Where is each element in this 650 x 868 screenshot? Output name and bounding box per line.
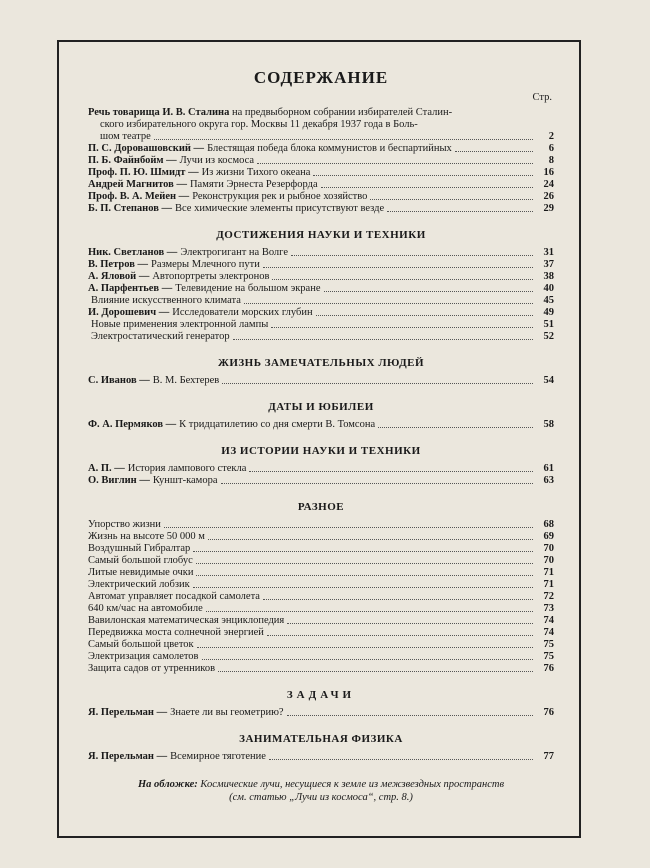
- list-item[interactable]: [88, 579, 554, 591]
- item-title: Блестящая победа блока коммунистов и беспартийных: [207, 143, 452, 154]
- page-number: 73: [543, 603, 554, 614]
- page-number: 70: [543, 543, 554, 554]
- list-item[interactable]: [88, 331, 554, 343]
- item-title: Размеры Млечного пути: [151, 259, 260, 270]
- list-item[interactable]: [88, 555, 554, 567]
- item-author: А. П. —: [88, 463, 125, 474]
- list-item[interactable]: [88, 155, 554, 167]
- page-number: 24: [543, 179, 554, 190]
- page-column-label: Стр.: [532, 92, 552, 103]
- item-author: Я. Перельман —: [88, 751, 168, 762]
- item-title: Вавилонская математическая энциклопедия: [88, 615, 285, 626]
- page-number: 69: [543, 531, 554, 542]
- item-title: Защита садов от утренников: [88, 663, 216, 674]
- item-title: Электрический лобзик: [88, 579, 190, 590]
- list-item[interactable]: [88, 191, 554, 203]
- cover-note: [88, 778, 554, 804]
- item-author: С. Иванов —: [88, 375, 150, 386]
- leader-dots: [387, 211, 533, 212]
- list-item[interactable]: [88, 627, 554, 639]
- list-item[interactable]: [88, 751, 554, 763]
- intro-list: [88, 143, 554, 215]
- leader-dots: [272, 279, 533, 280]
- page-title: СОДЕРЖАНИЕ: [253, 68, 389, 87]
- leader-dots: [257, 163, 533, 164]
- item-author: Проф. В. А. Мейен —: [88, 191, 190, 202]
- leader-dots: [291, 255, 533, 256]
- item-title: Самый большой цветок: [88, 639, 194, 650]
- speech-text-2: ского избирательного округа гор. Москвы 11 декабря 1937 года в Боль-: [100, 119, 418, 130]
- speech-lead: Речь товарища И. В. Сталина: [88, 107, 230, 118]
- leader-dots: [222, 383, 533, 384]
- list-item[interactable]: [88, 567, 554, 579]
- list-item[interactable]: [88, 639, 554, 651]
- page-number: 40: [543, 283, 554, 294]
- list-item[interactable]: [88, 307, 554, 319]
- leader-dots: [233, 339, 533, 340]
- list-item[interactable]: [88, 603, 554, 615]
- page-number: 49: [543, 307, 554, 318]
- item-title: 640 км/час на автомобиле: [88, 603, 203, 614]
- page-number: 52: [543, 331, 554, 342]
- item-title: Влияние искусственного климата: [91, 295, 241, 306]
- page-number: 58: [543, 419, 554, 430]
- list-item[interactable]: [88, 419, 554, 431]
- page-number: 2: [548, 131, 554, 142]
- leader-dots: [244, 303, 533, 304]
- page-number: 77: [543, 751, 554, 762]
- leader-dots: [202, 659, 533, 660]
- leader-dots: [378, 427, 533, 428]
- item-author: И. Дорошевич —: [88, 307, 170, 318]
- item-author: О. Виглин —: [88, 475, 150, 486]
- section-header-lives: ЖИЗНЬ ЗАМЕЧАТЕЛЬНЫХ ЛЮДЕЙ: [217, 357, 425, 369]
- page-number: 63: [543, 475, 554, 486]
- leader-dots: [154, 139, 533, 140]
- list-item[interactable]: [88, 271, 554, 283]
- page-number: 76: [543, 707, 554, 718]
- page-number: 8: [548, 155, 554, 166]
- list-item[interactable]: [88, 319, 554, 331]
- page-number: 51: [543, 319, 554, 330]
- leader-dots: [267, 635, 533, 636]
- item-title: Литые невидимые очки: [88, 567, 194, 578]
- item-author: Я. Перельман —: [88, 707, 168, 718]
- section-header-history: ИЗ ИСТОРИИ НАУКИ И ТЕХНИКИ: [221, 445, 421, 457]
- list-item[interactable]: [88, 543, 554, 555]
- item-title: Автопортреты электронов: [152, 271, 270, 282]
- list-item[interactable]: [88, 247, 554, 259]
- item-author: А. Яловой —: [88, 271, 150, 282]
- item-title: Электризация самолетов: [88, 651, 199, 662]
- achievements-list: [88, 247, 554, 343]
- leader-dots: [269, 759, 533, 760]
- page-number: 37: [543, 259, 554, 270]
- leader-dots: [287, 715, 533, 716]
- page-number: 26: [543, 191, 554, 202]
- item-title: Телевидение на большом экране: [175, 283, 321, 294]
- page-number: 75: [543, 651, 554, 662]
- section-header-tasks: ЗАДАЧИ: [286, 689, 356, 701]
- list-item[interactable]: [88, 475, 554, 487]
- table-of-contents: [88, 60, 554, 763]
- list-item[interactable]: [88, 167, 554, 179]
- item-title: Автомат управляет посадкой самолета: [88, 591, 260, 602]
- item-title: К тридцатилетию со дня смерти В. Томсона: [179, 419, 376, 430]
- item-author: П. С. Доровашовский —: [88, 143, 205, 154]
- item-author: Ф. А. Пермяков —: [88, 419, 177, 430]
- item-author: Андрей Магнитов —: [88, 179, 187, 190]
- leader-dots: [455, 151, 533, 152]
- list-item[interactable]: [88, 283, 554, 295]
- leader-dots: [321, 187, 533, 188]
- item-author: В. Петров —: [88, 259, 148, 270]
- item-title: Передвижка моста солнечной энергией: [88, 627, 264, 638]
- item-title: Исследователи морских глубин: [172, 307, 313, 318]
- item-title: Воздушный Гибралтар: [88, 543, 191, 554]
- list-item[interactable]: [88, 531, 554, 543]
- leader-dots: [263, 599, 533, 600]
- leader-dots: [221, 483, 534, 484]
- leader-dots: [208, 539, 533, 540]
- page-number: 71: [543, 579, 554, 590]
- leader-dots: [271, 327, 533, 328]
- list-item[interactable]: [88, 707, 554, 719]
- list-item[interactable]: [88, 651, 554, 663]
- page-number: 29: [543, 203, 554, 214]
- page-number: 31: [543, 247, 554, 258]
- page-number: 74: [543, 627, 554, 638]
- item-title: Электростатический генератор: [91, 331, 230, 342]
- item-title: Самый большой глобус: [88, 555, 193, 566]
- leader-dots: [196, 563, 533, 564]
- leader-dots: [197, 647, 533, 648]
- cover-note-lead: На обложке:: [137, 779, 198, 790]
- item-title: Куншт-камора: [152, 475, 218, 486]
- leader-dots: [287, 623, 533, 624]
- list-item[interactable]: [88, 143, 554, 155]
- section-header-dates: ДАТЫ И ЮБИЛЕИ: [268, 401, 374, 413]
- item-title: Лучи из космоса: [179, 155, 255, 166]
- list-item[interactable]: [88, 295, 554, 307]
- item-title: Упорство жизни: [88, 519, 161, 530]
- list-item[interactable]: [88, 663, 554, 675]
- section-header-achievements: ДОСТИЖЕНИЯ НАУКИ И ТЕХНИКИ: [216, 229, 426, 241]
- leader-dots: [193, 587, 533, 588]
- leader-dots: [249, 471, 533, 472]
- cover-note-ref: (см. статью „Лучи из космоса“, стр. 8.): [229, 792, 413, 803]
- page-number: 6: [548, 143, 554, 154]
- item-title: Жизнь на высоте 50 000 м: [88, 531, 205, 542]
- page-number: 16: [543, 167, 554, 178]
- page-number: 76: [543, 663, 554, 674]
- list-item[interactable]: [88, 179, 554, 191]
- speech-text-3: шом театре: [100, 131, 151, 142]
- item-title: В. М. Бехтерев: [152, 375, 220, 386]
- item-title: Всемирное тяготение: [170, 751, 266, 762]
- page-number: 72: [543, 591, 554, 602]
- section-header-physics: ЗАНИМАТЕЛЬНАЯ ФИЗИКА: [239, 733, 403, 745]
- item-title: Все химические элементы присутствуют везде: [175, 203, 385, 214]
- item-author: Б. П. Степанов —: [88, 203, 173, 214]
- item-title: Новые применения электронной лампы: [91, 319, 269, 330]
- leader-dots: [206, 611, 533, 612]
- list-item[interactable]: [88, 375, 554, 387]
- list-item[interactable]: [88, 591, 554, 603]
- page-number: 70: [543, 555, 554, 566]
- leader-dots: [218, 671, 533, 672]
- page-number: 74: [543, 615, 554, 626]
- page-number: 54: [543, 375, 554, 386]
- leader-dots: [324, 291, 533, 292]
- leader-dots: [263, 267, 533, 268]
- page-number: 45: [543, 295, 554, 306]
- item-title: Электрогигант на Волге: [180, 247, 288, 258]
- speech-entry[interactable]: [88, 107, 554, 143]
- item-author: П. Б. Файнбойм —: [88, 155, 177, 166]
- item-title: История лампового стекла: [127, 463, 247, 474]
- list-item[interactable]: [88, 203, 554, 215]
- leader-dots: [196, 575, 533, 576]
- item-title: Памяти Эрнеста Резерфорда: [189, 179, 318, 190]
- leader-dots: [313, 175, 533, 176]
- speech-text-1: на предвыборном собрании избирателей Сталин-: [229, 107, 453, 118]
- leader-dots: [193, 551, 533, 552]
- item-author: А. Парфентьев —: [88, 283, 173, 294]
- item-title: Из жизни Тихого океана: [201, 167, 311, 178]
- item-title: Знаете ли вы геометрию?: [170, 707, 284, 718]
- list-item[interactable]: [88, 463, 554, 475]
- section-header-misc: РАЗНОЕ: [297, 501, 345, 513]
- list-item[interactable]: [88, 259, 554, 271]
- leader-dots: [316, 315, 533, 316]
- leader-dots: [164, 527, 533, 528]
- item-title: Реконструкция рек и рыбное хозяйство: [192, 191, 368, 202]
- page-number: 71: [543, 567, 554, 578]
- page-number: 68: [543, 519, 554, 530]
- page-number: 61: [543, 463, 554, 474]
- list-item[interactable]: [88, 615, 554, 627]
- page-number: 38: [543, 271, 554, 282]
- list-item[interactable]: [88, 519, 554, 531]
- page-number: 75: [543, 639, 554, 650]
- misc-list: [88, 519, 554, 675]
- leader-dots: [370, 199, 533, 200]
- item-author: Ник. Светланов —: [88, 247, 178, 258]
- item-author: Проф. П. Ю. Шмидт —: [88, 167, 199, 178]
- cover-note-text: Космические лучи, несущиеся к земле из межзвездных пространств: [197, 779, 505, 790]
